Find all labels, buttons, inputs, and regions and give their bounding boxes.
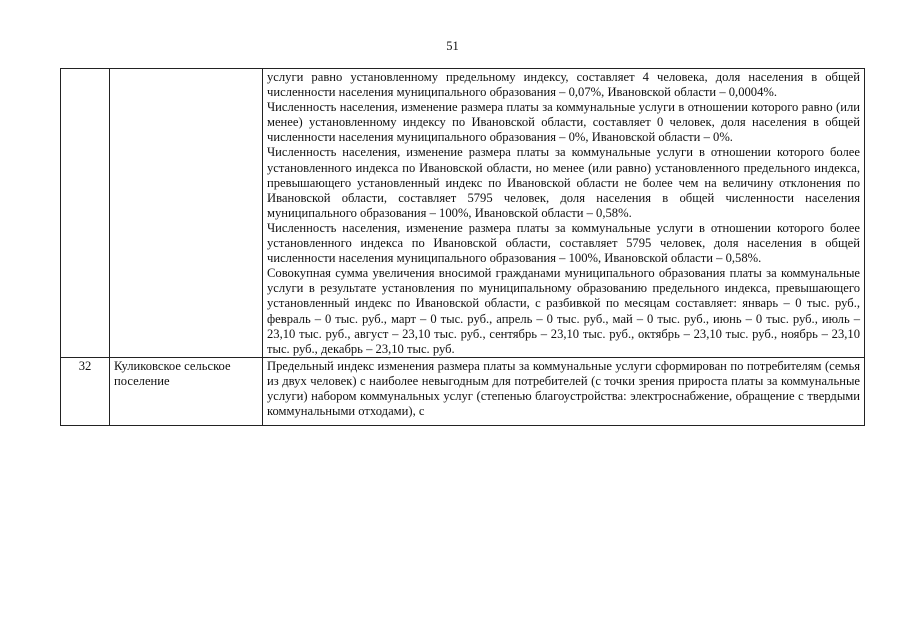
table-row <box>61 357 865 425</box>
description-paragraph: Численность населения, изменение размера платы за коммунальные услуги в отношении которого более установленного индекса по Ивановской области, но менее (или равно) установленного предельного индекса, превышающего установленный индекс по Ивановской области не более чем на величину отклонения по Ивановской области, составляет 5795 человек, доля населения в общей численности населения муниципального образования – 100%, Ивановской области – 0,58%. <box>267 145 860 220</box>
description-paragraph: услуги равно установленному предельному индексу, составляет 4 человека, доля населения в общей численности населения муниципального образования – 0,07%, Ивановской области – 0,0004%. <box>267 70 860 100</box>
description-cell <box>263 357 865 425</box>
description-paragraph: Численность населения, изменение размера платы за коммунальные услуги в отношении которого более установленного индекса по Ивановской области, составляет 5795 человек, доля населения в общей численности населения муниципального образования – 100%, Ивановской области – 0,58%. <box>267 220 860 266</box>
row-number-cell: 32 <box>61 357 110 425</box>
description-paragraph: Совокупная сумма увеличения вносимой гражданами муниципального образования платы за коммунальные услуги в результате установления по муниципальному образованию предельного индекса, превышающего установленный индекс по Ивановской области, с разбивкой по месяцам составляет: январь – 0 тыс. руб., февраль – 0 тыс. руб., март – 0 тыс. руб., апрель – 0 тыс. руб., май – 0 тыс. руб., июнь – 0 тыс. руб., июль – 23,10 тыс. руб., август – 23,10 тыс. руб., сентябрь – 23,10 тыс. руб., октябрь – 23,10 тыс. руб., ноябрь – 23,10 тыс. руб., декабрь – 23,10 тыс. руб. <box>267 266 860 356</box>
description-paragraph: Предельный индекс изменения размера платы за коммунальные услуги сформирован по потребителям (семья из двух человек) с наиболее невыгодным для потребителей (с точки зрения прироста платы за коммунальные услуги) набором коммунальных услуг (степенью благоустройства: электроснабжение, обращение с твердыми коммунальными отходами), с <box>267 358 860 419</box>
description-paragraph: Численность населения, изменение размера платы за коммунальные услуги в отношении которого равно (или менее) установленному индексу по Ивановской области, составляет 0 человек, доля населения в общей численности населения муниципального образования – 0%, Ивановской области – 0%. <box>267 100 860 145</box>
table-row <box>61 69 865 358</box>
municipality-table <box>60 68 865 426</box>
row-number-cell <box>61 69 110 358</box>
page-number: 51 <box>446 39 459 53</box>
municipality-name-cell <box>110 69 263 358</box>
description-cell <box>263 69 865 358</box>
municipality-name-cell: Куликовское сельское поселение <box>110 357 263 425</box>
